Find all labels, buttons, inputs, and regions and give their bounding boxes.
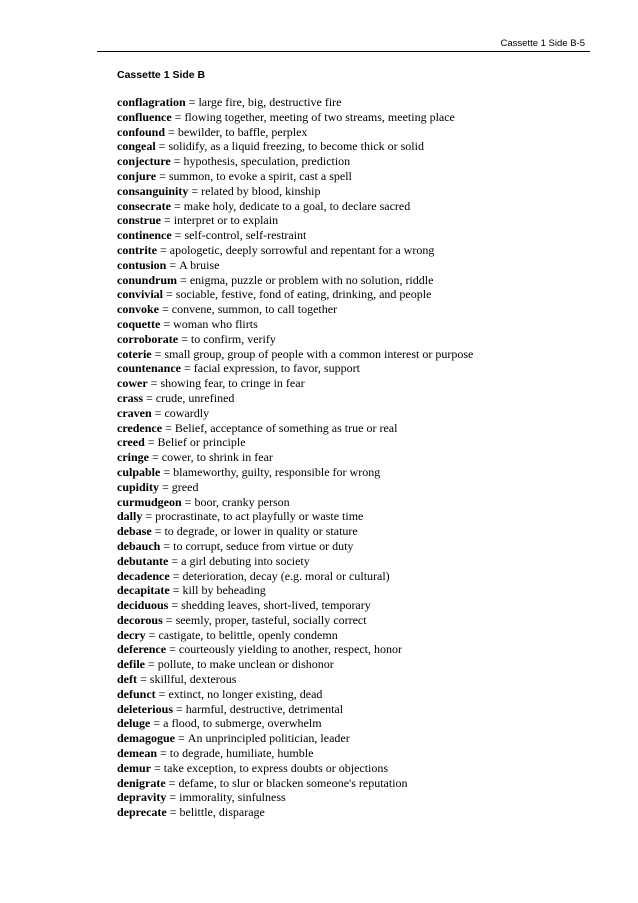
equals-sign: = bbox=[154, 760, 161, 775]
equals-sign: = bbox=[171, 598, 179, 613]
equals-sign: = bbox=[180, 272, 187, 287]
equals-sign: = bbox=[148, 657, 155, 672]
vocab-entry bbox=[117, 110, 473, 125]
equals-sign: = bbox=[162, 302, 169, 317]
equals-sign: = bbox=[165, 612, 173, 627]
vocab-entry bbox=[117, 287, 473, 302]
vocab-term: creed bbox=[117, 435, 145, 450]
equals-sign: = bbox=[159, 168, 166, 183]
equals-sign: = bbox=[162, 479, 169, 494]
vocab-term: cringe bbox=[117, 450, 149, 465]
vocab-term: conflagration bbox=[117, 95, 186, 109]
vocab-entry bbox=[117, 598, 473, 613]
vocab-term: deciduous bbox=[117, 598, 169, 613]
vocab-definition: a girl debuting into society bbox=[181, 553, 310, 568]
equals-sign: = bbox=[159, 242, 167, 257]
vocab-definition: take exception, to express doubts or objections bbox=[163, 760, 389, 775]
equals-sign: = bbox=[148, 627, 156, 642]
vocab-definition: sociable, festive, fond of eating, drinking, and people bbox=[175, 287, 432, 302]
equals-sign: = bbox=[146, 390, 153, 405]
vocab-entry bbox=[117, 583, 473, 598]
equals-sign: = bbox=[176, 701, 183, 716]
vocab-entry bbox=[117, 317, 473, 332]
equals-sign: = bbox=[147, 435, 155, 450]
vocabulary-list bbox=[117, 95, 473, 820]
equals-sign: = bbox=[172, 583, 180, 598]
vocab-definition: cower, to shrink in fear bbox=[161, 450, 273, 465]
vocab-entry bbox=[117, 450, 473, 465]
equals-sign: = bbox=[184, 494, 192, 509]
vocab-entry bbox=[117, 495, 473, 510]
vocab-entry bbox=[117, 509, 473, 524]
vocab-definition: facial expression, to favor, support bbox=[193, 361, 360, 376]
vocab-definition: solidify, as a liquid freezing, to become thick or solid bbox=[168, 139, 424, 154]
equals-sign: = bbox=[173, 154, 181, 169]
vocab-entry bbox=[117, 805, 473, 820]
vocab-definition: courteously yielding to another, respect, honor bbox=[178, 642, 402, 657]
vocab-term: congeal bbox=[117, 139, 156, 154]
vocab-entry bbox=[117, 258, 473, 273]
equals-sign: = bbox=[152, 450, 159, 465]
vocab-entry bbox=[117, 332, 473, 347]
vocab-definition: self-control, self-restraint bbox=[184, 228, 307, 243]
vocab-entry bbox=[117, 776, 473, 791]
vocab-term: debutante bbox=[117, 553, 169, 568]
vocab-term: convivial bbox=[117, 287, 164, 302]
vocab-entry bbox=[117, 613, 473, 628]
vocab-term: defile bbox=[117, 657, 145, 672]
vocab-term: decorous bbox=[117, 612, 163, 627]
equals-sign: = bbox=[184, 361, 191, 376]
vocab-term: corroborate bbox=[117, 331, 179, 346]
equals-sign: = bbox=[158, 139, 166, 154]
vocab-definition: crude, unrefined bbox=[155, 390, 235, 405]
vocab-definition: Belief or principle bbox=[157, 435, 246, 450]
vocab-entry bbox=[117, 702, 473, 717]
equals-sign: = bbox=[163, 464, 171, 479]
vocab-definition: flowing together, meeting of two streams, meeting place bbox=[184, 109, 455, 124]
vocab-entry bbox=[117, 169, 473, 184]
vocab-term: confound bbox=[117, 124, 166, 139]
equals-sign: = bbox=[164, 213, 171, 228]
vocab-entry bbox=[117, 228, 473, 243]
vocab-definition: to degrade, humiliate, humble bbox=[169, 746, 314, 761]
vocab-term: decapitate bbox=[117, 583, 170, 598]
vocab-term: curmudgeon bbox=[117, 494, 182, 509]
equals-sign: = bbox=[174, 109, 182, 124]
vocab-definition: boor, cranky person bbox=[194, 494, 290, 509]
equals-sign: = bbox=[158, 686, 166, 701]
vocab-term: defunct bbox=[117, 686, 156, 701]
equals-sign: = bbox=[166, 287, 173, 302]
vocab-definition: skillful, dexterous bbox=[149, 672, 237, 687]
vocab-term: denigrate bbox=[117, 775, 166, 790]
vocab-entry bbox=[117, 761, 473, 776]
vocab-entry bbox=[117, 672, 473, 687]
vocab-entry bbox=[117, 790, 473, 805]
vocab-entry bbox=[117, 199, 473, 214]
equals-sign: = bbox=[173, 198, 181, 213]
vocab-term: deft bbox=[117, 672, 137, 687]
vocab-entry bbox=[117, 569, 473, 584]
vocab-term: dally bbox=[117, 509, 143, 524]
vocab-definition: defame, to slur or blacken someone's reputation bbox=[178, 775, 408, 790]
vocab-entry bbox=[117, 95, 473, 110]
vocab-entry bbox=[117, 465, 473, 480]
vocab-term: coquette bbox=[117, 316, 161, 331]
vocab-definition: shedding leaves, short-lived, temporary bbox=[181, 598, 371, 613]
vocab-entry bbox=[117, 642, 473, 657]
equals-sign: = bbox=[150, 376, 158, 391]
equals-sign: = bbox=[145, 509, 153, 524]
vocab-entry bbox=[117, 184, 473, 199]
vocab-definition: woman who flirts bbox=[173, 316, 258, 331]
section-title: Cassette 1 Side B bbox=[117, 69, 206, 81]
equals-sign: = bbox=[169, 257, 177, 272]
vocab-entry bbox=[117, 125, 473, 140]
equals-sign: = bbox=[160, 746, 167, 761]
equals-sign: = bbox=[188, 95, 196, 109]
vocab-term: deference bbox=[117, 642, 167, 657]
vocab-entry bbox=[117, 347, 473, 362]
vocab-entry bbox=[117, 243, 473, 258]
vocab-entry bbox=[117, 539, 473, 554]
vocab-definition: A bruise bbox=[179, 257, 220, 272]
vocab-term: deluge bbox=[117, 716, 151, 731]
vocab-entry bbox=[117, 746, 473, 761]
vocab-term: culpable bbox=[117, 464, 161, 479]
vocab-definition: seemly, proper, tasteful, socially correct bbox=[175, 612, 367, 627]
vocab-definition: showing fear, to cringe in fear bbox=[160, 376, 305, 391]
vocab-term: debase bbox=[117, 524, 152, 539]
vocab-term: cupidity bbox=[117, 479, 160, 494]
equals-sign: = bbox=[163, 316, 171, 331]
vocab-definition: kill by beheading bbox=[182, 583, 266, 598]
vocab-term: craven bbox=[117, 405, 152, 420]
vocab-term: contrite bbox=[117, 242, 157, 257]
vocab-term: construe bbox=[117, 213, 161, 228]
vocab-entry bbox=[117, 657, 473, 672]
vocab-entry bbox=[117, 554, 473, 569]
vocab-definition: enigma, puzzle or problem with no solution, riddle bbox=[189, 272, 434, 287]
vocab-entry bbox=[117, 628, 473, 643]
vocab-definition: related by blood, kinship bbox=[201, 183, 321, 198]
equals-sign: = bbox=[154, 405, 162, 420]
vocab-definition: belittle, disparage bbox=[179, 805, 265, 820]
vocab-definition: blameworthy, guilty, responsible for wrong bbox=[173, 464, 381, 479]
vocab-entry bbox=[117, 376, 473, 391]
vocab-definition: harmful, destructive, detrimental bbox=[185, 701, 344, 716]
equals-sign: = bbox=[154, 346, 162, 361]
equals-sign: = bbox=[171, 553, 179, 568]
vocab-definition: make holy, dedicate to a goal, to declare sacred bbox=[183, 198, 411, 213]
vocab-definition: to confirm, verify bbox=[190, 331, 276, 346]
vocab-term: demean bbox=[117, 746, 157, 761]
equals-sign: = bbox=[169, 642, 176, 657]
vocab-definition: Belief, acceptance of something as true or real bbox=[174, 420, 398, 435]
vocab-term: consanguinity bbox=[117, 183, 189, 198]
equals-sign: = bbox=[165, 420, 172, 435]
equals-sign: = bbox=[191, 183, 199, 198]
vocab-term: conundrum bbox=[117, 272, 178, 287]
equals-sign: = bbox=[154, 524, 162, 539]
vocab-definition: hypothesis, speculation, prediction bbox=[183, 154, 351, 169]
vocab-term: conjure bbox=[117, 168, 157, 183]
vocab-entry bbox=[117, 687, 473, 702]
vocab-term: demur bbox=[117, 760, 151, 775]
vocab-definition: to corrupt, seduce from virtue or duty bbox=[173, 538, 354, 553]
vocab-entry bbox=[117, 406, 473, 421]
vocab-definition: small group, group of people with a common interest or purpose bbox=[164, 346, 474, 361]
vocab-definition: to degrade, or lower in quality or stature bbox=[164, 524, 358, 539]
vocab-definition: pollute, to make unclean or dishonor bbox=[157, 657, 334, 672]
vocab-definition: large fire, big, destructive fire bbox=[198, 95, 342, 109]
vocab-term: crass bbox=[117, 390, 143, 405]
header-divider bbox=[97, 51, 590, 52]
vocab-term: convoke bbox=[117, 302, 159, 317]
equals-sign: = bbox=[163, 538, 171, 553]
vocab-entry bbox=[117, 213, 473, 228]
vocab-entry bbox=[117, 480, 473, 495]
vocab-definition: deterioration, decay (e.g. moral or cultural) bbox=[182, 568, 390, 583]
vocab-term: deprecate bbox=[117, 805, 167, 820]
vocab-term: deleterious bbox=[117, 701, 173, 716]
equals-sign: = bbox=[153, 716, 161, 731]
vocab-term: confluence bbox=[117, 109, 172, 124]
vocab-definition: apologetic, deeply sorrowful and repentant for a wrong bbox=[169, 242, 435, 257]
vocab-term: contusion bbox=[117, 257, 167, 272]
equals-sign: = bbox=[172, 568, 180, 583]
vocab-definition: interpret or to explain bbox=[173, 213, 279, 228]
page-header-label: Cassette 1 Side B-5 bbox=[500, 38, 585, 49]
vocab-entry bbox=[117, 273, 473, 288]
vocab-definition: bewilder, to baffle, perplex bbox=[177, 124, 308, 139]
equals-sign: = bbox=[169, 790, 177, 805]
vocab-term: continence bbox=[117, 228, 172, 243]
vocab-term: demagogue bbox=[117, 731, 175, 746]
equals-sign: = bbox=[140, 672, 147, 687]
vocab-definition: castigate, to belittle, openly condemn bbox=[158, 627, 338, 642]
vocab-term: consecrate bbox=[117, 198, 171, 213]
vocab-entry bbox=[117, 731, 473, 746]
vocab-definition: greed bbox=[171, 479, 199, 494]
equals-sign: = bbox=[178, 731, 185, 746]
vocab-definition: procrastinate, to act playfully or waste time bbox=[155, 509, 364, 524]
vocab-entry bbox=[117, 391, 473, 406]
vocab-term: decadence bbox=[117, 568, 170, 583]
vocab-term: conjecture bbox=[117, 154, 171, 169]
vocab-entry bbox=[117, 716, 473, 731]
vocab-definition: cowardly bbox=[164, 405, 210, 420]
vocab-term: decry bbox=[117, 627, 146, 642]
equals-sign: = bbox=[168, 775, 176, 790]
vocab-term: depravity bbox=[117, 790, 167, 805]
vocab-entry bbox=[117, 435, 473, 450]
vocab-entry bbox=[117, 421, 473, 436]
vocab-term: countenance bbox=[117, 361, 181, 376]
equals-sign: = bbox=[174, 228, 182, 243]
vocab-term: coterie bbox=[117, 346, 152, 361]
vocab-entry bbox=[117, 524, 473, 539]
vocab-term: debauch bbox=[117, 538, 161, 553]
vocab-definition: extinct, no longer existing, dead bbox=[168, 686, 323, 701]
vocab-entry bbox=[117, 139, 473, 154]
vocab-entry bbox=[117, 361, 473, 376]
equals-sign: = bbox=[168, 124, 175, 139]
vocab-term: credence bbox=[117, 420, 163, 435]
vocab-definition: summon, to evoke a spirit, cast a spell bbox=[168, 168, 352, 183]
vocab-entry bbox=[117, 154, 473, 169]
equals-sign: = bbox=[181, 331, 188, 346]
equals-sign: = bbox=[169, 805, 177, 820]
vocab-definition: An unprincipled politician, leader bbox=[187, 731, 350, 746]
vocab-definition: a flood, to submerge, overwhelm bbox=[163, 716, 322, 731]
vocab-entry bbox=[117, 302, 473, 317]
vocab-definition: convene, summon, to call together bbox=[171, 302, 338, 317]
vocab-definition: immorality, sinfulness bbox=[179, 790, 286, 805]
vocab-term: cower bbox=[117, 376, 148, 391]
